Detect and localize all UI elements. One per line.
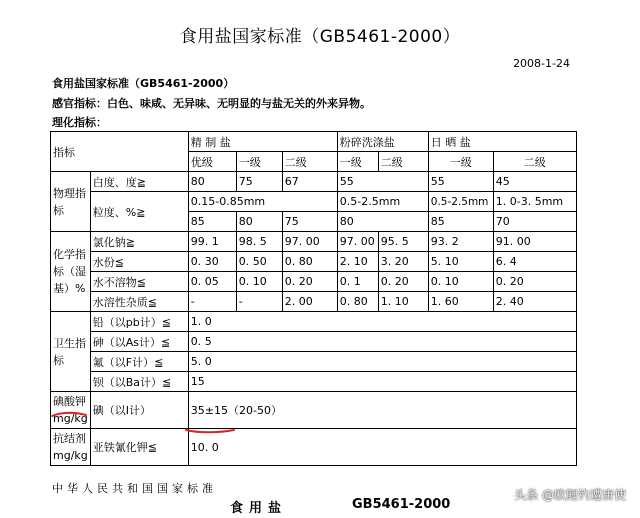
document-title: 食用盐国家标准（GB5461-2000） xyxy=(179,27,461,47)
category-hygiene: 卫生指标 xyxy=(51,312,91,392)
cell: 0.5-2.5mm xyxy=(428,192,493,212)
cell: 55 xyxy=(337,172,428,192)
header-index: 指标 xyxy=(51,132,189,172)
cell: 2. 40 xyxy=(493,292,576,312)
cell: 98. 5 xyxy=(236,232,282,252)
cell: 0. 20 xyxy=(493,272,576,292)
header-sun-salt: 日 晒 盐 xyxy=(428,132,576,152)
underline-iodate xyxy=(52,413,86,416)
cell: 70 xyxy=(493,212,576,232)
subtitle: 食用盐国家标准（GB5461-2000） xyxy=(52,77,235,90)
grade-second: 二级 xyxy=(378,152,428,172)
label-soluble-impurities: 水溶性杂质≦ xyxy=(90,292,188,312)
underline-iodine-value xyxy=(186,430,234,432)
header-washed-salt: 粉碎洗涤盐 xyxy=(337,132,428,152)
footer-code: GB5461-2000 xyxy=(352,497,451,512)
cell: 97. 00 xyxy=(337,232,378,252)
cell: 80 xyxy=(337,212,428,232)
grade-first: 一级 xyxy=(236,152,282,172)
cell: 45 xyxy=(493,172,576,192)
grade-premium: 优级 xyxy=(188,152,236,172)
category-anticaking: 抗结剂mg/kg xyxy=(51,429,91,466)
label-whiteness: 白度、度≧ xyxy=(90,172,188,192)
label-arsenic: 砷（以As计）≦ xyxy=(90,332,188,352)
cell: 1. 0 xyxy=(188,312,576,332)
cell: 80 xyxy=(236,212,282,232)
cell: 0. 20 xyxy=(282,272,337,292)
cell: 3. 20 xyxy=(378,252,428,272)
label-moisture: 水份≦ xyxy=(90,252,188,272)
cell: 55 xyxy=(428,172,493,192)
watermark: 头条 @欧鲤钓遭唐使 xyxy=(514,488,626,502)
document-date: 2008-1-24 xyxy=(513,57,570,70)
category-iodate: 碘酸钾mg/kg xyxy=(51,392,91,429)
iodine-value: 35±15（20-50） xyxy=(188,392,576,429)
sensory-indicators: 感官指标：白色、味咸、无异味、无明显的与盐无关的外来异物。 xyxy=(52,97,371,110)
cell: 85 xyxy=(428,212,493,232)
cell: 5. 10 xyxy=(428,252,493,272)
category-chemical: 化学指标（湿基）% xyxy=(51,232,91,312)
cell: - xyxy=(188,292,236,312)
cell: 85 xyxy=(188,212,236,232)
label-insoluble: 水不溶物≦ xyxy=(90,272,188,292)
cell: 0.15-0.85mm xyxy=(188,192,337,212)
red-underline-annotation xyxy=(48,408,248,438)
cell: 1. 60 xyxy=(428,292,493,312)
cell: 93. 2 xyxy=(428,232,493,252)
footer-national-standard: 中华人民共和国国家标准 xyxy=(52,482,217,495)
cell: 15 xyxy=(188,372,576,392)
cell: 0. 50 xyxy=(236,252,282,272)
cell: 0. 10 xyxy=(428,272,493,292)
label-lead: 铅（以pb计）≦ xyxy=(90,312,188,332)
header-refined-salt: 精 制 盐 xyxy=(188,132,337,152)
cell: 1. 0-3. 5mm xyxy=(493,192,576,212)
label-sodium-chloride: 氯化钠≧ xyxy=(90,232,188,252)
cell: 0. 10 xyxy=(236,272,282,292)
footer-salt: 食用盐 xyxy=(230,501,288,516)
cell: 0. 20 xyxy=(378,272,428,292)
cell: 0. 80 xyxy=(337,292,378,312)
grade-second: 二级 xyxy=(282,152,337,172)
category-physical: 物理指标 xyxy=(51,172,91,232)
cell: 67 xyxy=(282,172,337,192)
grade-first: 一级 xyxy=(337,152,378,172)
cell: 6. 4 xyxy=(493,252,576,272)
grade-first: 一级 xyxy=(428,152,493,172)
cell: 75 xyxy=(282,212,337,232)
label-iodine: 碘（以I计） xyxy=(90,392,188,429)
cell: 95. 5 xyxy=(378,232,428,252)
grade-second: 二级 xyxy=(493,152,576,172)
cell: 75 xyxy=(236,172,282,192)
cell: 0. 1 xyxy=(337,272,378,292)
cell: 2. 10 xyxy=(337,252,378,272)
cell: 2. 00 xyxy=(282,292,337,312)
label-ferrocyanide: 亚铁氰化钾≦ xyxy=(90,429,188,466)
cell: 5. 0 xyxy=(188,352,576,372)
label-barium: 钡（以Ba计）≦ xyxy=(90,372,188,392)
label-fluorine: 氟（以F计）≦ xyxy=(90,352,188,372)
cell: 97. 00 xyxy=(282,232,337,252)
cell: 0. 80 xyxy=(282,252,337,272)
cell: 91. 00 xyxy=(493,232,576,252)
cell: 0. 5 xyxy=(188,332,576,352)
cell: 0. 30 xyxy=(188,252,236,272)
cell: - xyxy=(236,292,282,312)
cell: 10. 0 xyxy=(188,429,576,466)
cell: 99. 1 xyxy=(188,232,236,252)
cell: 0.5-2.5mm xyxy=(337,192,428,212)
cell: 0. 05 xyxy=(188,272,236,292)
cell: 80 xyxy=(188,172,236,192)
label-granularity: 粒度、%≧ xyxy=(90,192,188,232)
physchem-heading: 理化指标： xyxy=(52,116,107,129)
cell: 1. 10 xyxy=(378,292,428,312)
